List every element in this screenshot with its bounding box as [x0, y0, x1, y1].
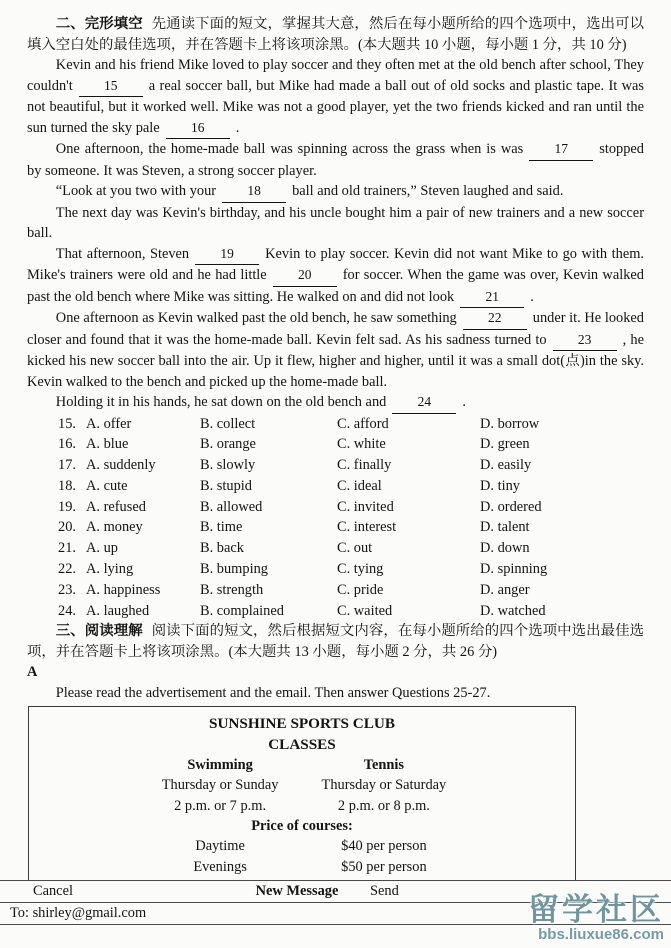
reading-intro: Please read the advertisement and the email. Then answer Questions 25-27. [55, 684, 491, 701]
option-d: D. watched [480, 602, 546, 619]
option-d: D. talent [480, 519, 530, 536]
cloze-blank-21: 21 [460, 287, 524, 309]
ad-swimming-header: Swimming [187, 757, 253, 774]
option-number: 20. [58, 519, 76, 536]
ad-swimming-times: 2 p.m. or 7 p.m. [174, 797, 267, 814]
cloze-heading [27, 14, 644, 55]
option-d: D. tiny [480, 477, 520, 494]
option-a: A. money [86, 519, 143, 536]
ad-subtitle: CLASSES [268, 735, 336, 753]
option-a: A. happiness [86, 581, 161, 598]
ad-price-evenings-value: $50 per person [341, 858, 427, 875]
option-c: C. ideal [337, 477, 382, 494]
option-number: 16. [58, 436, 76, 453]
passage-paragraph: That afternoon, Steven 19 Kevin to play soccer. Kevin did not want Mike to go with them. Mike's trainers were old and he had little 20 for soccer. When the game was over, Kevin walked past the old bench where Mike was sitting. He walked on and did not look 21 . [27, 244, 644, 309]
option-c: C. white [337, 436, 386, 453]
passage-paragraph: One afternoon as Kevin walked past the old bench, he saw something 22 under it. He looked closer and found that it was the home-made ball. Kevin felt sad. As his sadness turned to 23 , he kicked his new soccer ball into the air. Up it flew, higher and higher, until it was a small dot(点)in the sky. Kevin walked to the bench and picked up the home-made ball. [27, 310, 644, 390]
option-d: D. green [480, 436, 530, 453]
watermark-url: bbs.liuxue86.com [538, 926, 664, 943]
option-a: A. up [86, 540, 118, 557]
ad-price-grid [138, 836, 466, 877]
cloze-blank-17: 17 [529, 139, 593, 161]
option-number: 15. [58, 415, 76, 432]
option-number: 19. [58, 498, 76, 515]
option-c: C. interest [337, 519, 397, 536]
option-row [27, 497, 644, 518]
option-row [27, 414, 644, 435]
ad-price-heading: Price of courses: [251, 817, 353, 834]
option-c: C. out [337, 540, 373, 557]
email-title: New Message [255, 883, 339, 899]
watermark [528, 893, 664, 943]
option-number: 24. [58, 602, 76, 619]
ad-swimming-days: Thursday or Sunday [161, 777, 279, 794]
ad-tennis-days: Thursday or Saturday [321, 777, 447, 794]
option-b: B. strength [200, 581, 264, 598]
ad-tennis-header: Tennis [363, 757, 405, 774]
option-row [27, 434, 644, 455]
cloze-blank-18: 18 [222, 181, 286, 203]
option-row [27, 580, 644, 601]
reading-section-title: 三、阅读理解 [55, 623, 143, 640]
passage-paragraph: Holding it in his hands, he sat down on the old bench and 24 . [27, 392, 644, 414]
cloze-blank-23: 23 [553, 330, 617, 352]
cloze-blank-16: 16 [166, 118, 230, 140]
cloze-blank-15: 15 [79, 76, 143, 98]
passage-paragraph: One afternoon, the home-made ball was spinning across the grass when is was 17 stopped by someone. It was Steven, a strong soccer player. [27, 141, 644, 179]
option-row [27, 476, 644, 497]
ad-tennis-times: 2 p.m. or 8 p.m. [337, 797, 430, 814]
cloze-options [27, 414, 644, 622]
option-c: C. invited [337, 498, 394, 515]
option-c: C. afford [337, 415, 389, 432]
option-number: 22. [58, 561, 76, 578]
option-a: A. blue [86, 436, 129, 453]
option-c: C. finally [337, 457, 392, 474]
cloze-instructions: 先通读下面的短文，掌握其大意，然后在每小题所给的四个选项中，选出可以填入空白处的最佳选项，并在答题卡上将该项涂黑。(本大题共 10 小题，每小题 1 分，共 10 分) [27, 16, 644, 53]
ad-schedule-grid [138, 755, 466, 816]
cloze-blank-20: 20 [273, 265, 337, 287]
option-row [27, 601, 644, 622]
option-c: C. tying [337, 561, 384, 578]
option-b: B. complained [200, 602, 284, 619]
ad-price-evenings-label: Evenings [193, 858, 247, 875]
cloze-blank-22: 22 [463, 308, 527, 330]
option-d: D. ordered [480, 498, 542, 515]
cancel-button[interactable]: Cancel [33, 883, 73, 899]
ad-price-daytime-label: Daytime [195, 838, 245, 855]
cloze-passage [27, 55, 644, 414]
option-a: A. refused [86, 498, 146, 515]
option-a: A. laughed [86, 602, 150, 619]
cloze-blank-24: 24 [392, 392, 456, 414]
passage-paragraph: Kevin and his friend Mike loved to play soccer and they often met at the old bench after school, They couldn't 15 a real soccer ball, but Mike had made a ball out of old socks and plastic tape. It was not beautiful, but it worked well. Mike was not a good player, yet the two friends kicked and ran until the sun turned the sky pale 16 . [27, 55, 644, 139]
reading-heading [27, 621, 644, 662]
option-number: 21. [58, 540, 76, 557]
option-row [27, 455, 644, 476]
option-number: 17. [58, 457, 76, 474]
option-c: C. waited [337, 602, 393, 619]
option-b: B. back [200, 540, 244, 557]
cloze-blank-19: 19 [195, 244, 259, 266]
option-number: 18. [58, 477, 76, 494]
advertisement-box [28, 706, 576, 886]
option-d: D. borrow [480, 415, 540, 432]
watermark-text: 留学社区 [528, 892, 664, 927]
passage-paragraph: The next day was Kevin's birthday, and his uncle bought him a pair of new trainers and a new soccer ball. [27, 204, 644, 241]
option-d: D. spinning [480, 561, 548, 578]
option-a: A. suddenly [86, 457, 156, 474]
option-d: D. anger [480, 581, 530, 598]
cloze-section-title: 二、完形填空 [55, 16, 143, 32]
option-b: B. time [200, 519, 243, 536]
option-b: B. slowly [200, 457, 256, 474]
option-row [27, 538, 644, 559]
passage-paragraph: “Look at you two with your 18 ball and old trainers,” Steven laughed and said. [27, 181, 644, 203]
option-b: B. stupid [200, 477, 252, 494]
ad-price-daytime-value: $40 per person [341, 838, 427, 855]
reading-instructions: 阅读下面的短文，然后根据短文内容，在每小题所给的四个选项中选出最佳选项，并在答题卡上将该项涂黑。(本大题共 13 小题，每小题 2 分，共 26 分) [27, 623, 644, 660]
option-row [27, 559, 644, 580]
option-b: B. bumping [200, 561, 268, 578]
option-number: 23. [58, 581, 76, 598]
option-d: D. down [480, 540, 530, 557]
send-button[interactable]: Send [370, 883, 399, 899]
option-a: A. cute [86, 477, 128, 494]
option-b: B. collect [200, 415, 256, 432]
ad-title: SUNSHINE SPORTS CLUB [209, 715, 395, 733]
email-to-field: To: shirley@gmail.com [0, 903, 671, 925]
option-b: B. orange [200, 436, 256, 453]
option-row [27, 517, 644, 538]
option-c: C. pride [337, 581, 384, 598]
option-a: A. offer [86, 415, 132, 432]
option-a: A. lying [86, 561, 134, 578]
option-d: D. easily [480, 457, 532, 474]
option-b: B. allowed [200, 498, 263, 515]
passage-label: A [27, 664, 38, 681]
